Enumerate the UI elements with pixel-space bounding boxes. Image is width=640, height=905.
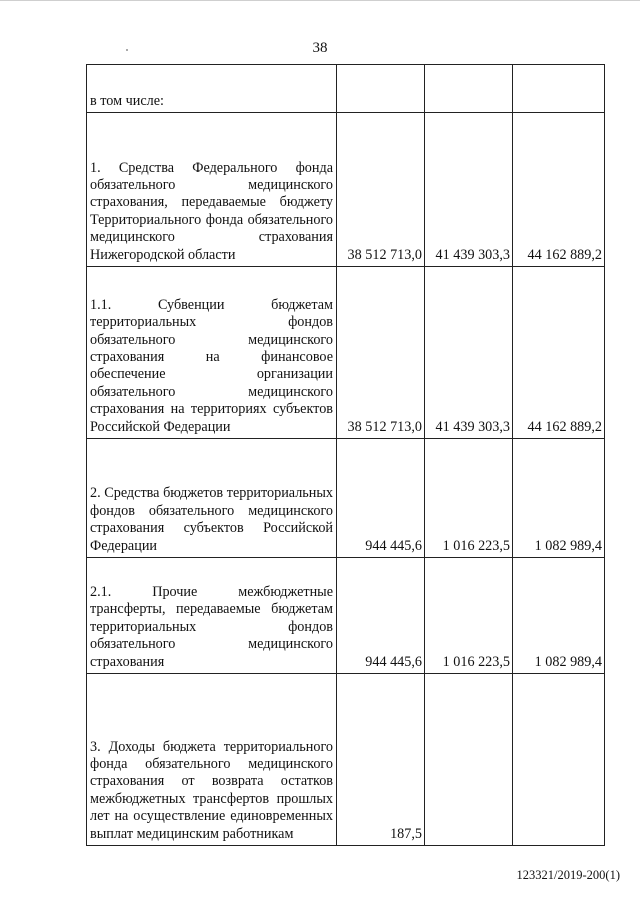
value-cell: 44 162 889,2 <box>513 267 605 439</box>
table-row <box>87 558 605 674</box>
budget-income-table <box>86 64 605 846</box>
table-row <box>87 267 605 439</box>
value-cell <box>425 65 513 113</box>
scan-speck <box>126 49 128 51</box>
value-cell <box>425 674 513 846</box>
page-number: 38 <box>312 40 328 56</box>
row-label: в том числе: <box>87 65 337 113</box>
row-label: 2.1. Прочие межбюджетные трансферты, передаваемые бюджетам территориальных фондов обязательного медицинского страхования <box>87 558 337 674</box>
table-row <box>87 674 605 846</box>
row-label: 2. Средства бюджетов территориальных фондов обязательного медицинского страхования субъектов Российской Федерации <box>87 439 337 558</box>
value-cell: 1 082 989,4 <box>513 558 605 674</box>
page-top-edge <box>0 0 640 1</box>
value-cell: 1 016 223,5 <box>425 558 513 674</box>
value-cell: 1 082 989,4 <box>513 439 605 558</box>
value-cell <box>337 65 425 113</box>
value-cell <box>513 65 605 113</box>
value-cell: 944 445,6 <box>337 439 425 558</box>
document-code: 123321/2019-200(1) <box>516 868 620 882</box>
value-cell: 41 439 303,3 <box>425 113 513 267</box>
row-label: 1. Средства Федерального фонда обязательного медицинского страхования, передаваемые бюджету Территориального фонда обязательного медицинского страхования Нижегородской области <box>87 113 337 267</box>
value-cell: 38 512 713,0 <box>337 267 425 439</box>
row-label: 1.1. Субвенции бюджетам территориальных фондов обязательного медицинского страхования на финансовое обеспечение организации обязательного медицинского страхования на территориях субъектов Российской Федерации <box>87 267 337 439</box>
value-cell: 38 512 713,0 <box>337 113 425 267</box>
table-row <box>87 65 605 113</box>
value-cell: 1 016 223,5 <box>425 439 513 558</box>
value-cell: 41 439 303,3 <box>425 267 513 439</box>
table-row <box>87 113 605 267</box>
value-cell: 44 162 889,2 <box>513 113 605 267</box>
table-row <box>87 439 605 558</box>
row-label: 3. Доходы бюджета территориального фонда обязательного медицинского страхования от возврата остатков межбюджетных трансфертов прошлых лет на осуществление единовременных выплат медицинским работникам <box>87 674 337 846</box>
value-cell: 944 445,6 <box>337 558 425 674</box>
value-cell <box>513 674 605 846</box>
value-cell: 187,5 <box>337 674 425 846</box>
